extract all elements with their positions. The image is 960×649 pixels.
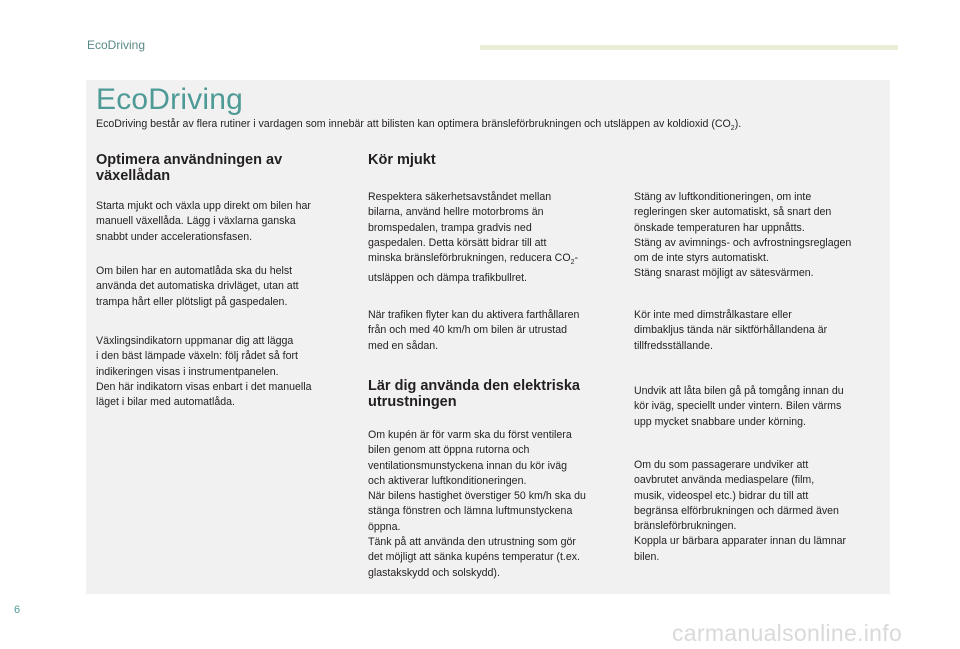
- intro-text: [96, 118, 741, 135]
- header-divider-bar: [480, 45, 898, 50]
- drive-smoothly-text-b: - utsläppen och dämpa trafikbullret.: [368, 252, 578, 284]
- col3-paragraph-1: Stäng av luftkonditioneringen, om inte regleringen sker automatiskt, så snart den önskade temperaturen har uppnåtts. Stäng av avimnings- och avfrostningsreglagen om de inte styrs automatiskt. Stäng snarast möjligt av sätesvärmen.: [634, 191, 852, 280]
- drive-smoothly-paragraph-2: När trafiken flyter kan du aktivera farthållaren från och med 40 km/h om bilen är utrustad med en sådan.: [368, 309, 580, 352]
- page-number: 6: [14, 604, 21, 616]
- heading-gearbox: Optimera användningen av växellådan: [96, 152, 283, 184]
- gearbox-paragraph-1: Starta mjukt och växla upp direkt om bilen har manuell växellåda. Lägg i växlarna ganska snabbt under accelerationsfasen.: [96, 200, 311, 243]
- watermark: carmanualsonline.info: [672, 620, 903, 646]
- heading-electrical-equipment: Lär dig använda den elektriska utrustningen: [368, 378, 580, 410]
- intro-main: EcoDriving består av flera rutiner i vardagen som innebär att bilisten kan optimera bränsleförbrukningen och utsläppen av koldioxid (CO: [96, 118, 731, 130]
- drive-smoothly-paragraph-1: [368, 190, 578, 286]
- heading-drive-smoothly: Kör mjukt: [368, 152, 436, 168]
- col3-paragraph-4: Om du som passagerare undviker att oavbrutet använda mediaspelare (film, musik, videospel etc.) bidrar du till att begränsa elförbrukningen och därmed även bränsleförbrukningen. Koppla ur bärbara apparater innan du lämnar bilen.: [634, 459, 847, 563]
- page-title: EcoDriving: [96, 83, 244, 116]
- electrical-paragraph-1: Om kupén är för varm ska du först ventilera bilen genom att öppna rutorna och ventilationsmunstyckena innan du kör iväg och aktiverar luftkonditioneringen. När bilens hastighet överstiger 50 km/h ska du stänga fönstren och lämna luftmunstyckena öppna. Tänk på att använda den utrustning som gör det möjligt att sänka kupéns temperatur (t.ex. glastakskydd och solskydd).: [368, 429, 586, 579]
- gearbox-paragraph-2: Om bilen har en automatlåda ska du helst använda det automatiska drivläget, utan att trampa hårt eller plötsligt på gaspedalen.: [96, 265, 299, 308]
- co2-subscript: 2: [570, 259, 575, 267]
- drive-smoothly-text-a: Respektera säkerhetsavståndet mellan bilarna, använd hellre motorbroms än bromspedalen, trampa gradvis ned gaspedalen. Detta körsätt bidrar till att minska bränsleförbrukningen, reducera CO: [368, 191, 571, 265]
- section-label: EcoDriving: [87, 38, 146, 52]
- intro-subscript: 2: [730, 125, 735, 133]
- col3-paragraph-2: Kör inte med dimstrålkastare eller dimbakljus tända när siktförhållandena är tillfredsställande.: [634, 309, 828, 352]
- intro-end: ).: [734, 118, 742, 130]
- gearbox-paragraph-3: Växlingsindikatorn uppmanar dig att lägga i den bäst lämpade växeln: följ rådet så fort indikeringen visas i instrumentpanelen. Den här indikatorn visas enbart i det manuella läget i bilar med automatlåda.: [96, 335, 312, 409]
- col3-paragraph-3: Undvik att låta bilen gå på tomgång innan du kör iväg, speciellt under vintern. Bilen värms upp mycket snabbare under körning.: [634, 385, 844, 428]
